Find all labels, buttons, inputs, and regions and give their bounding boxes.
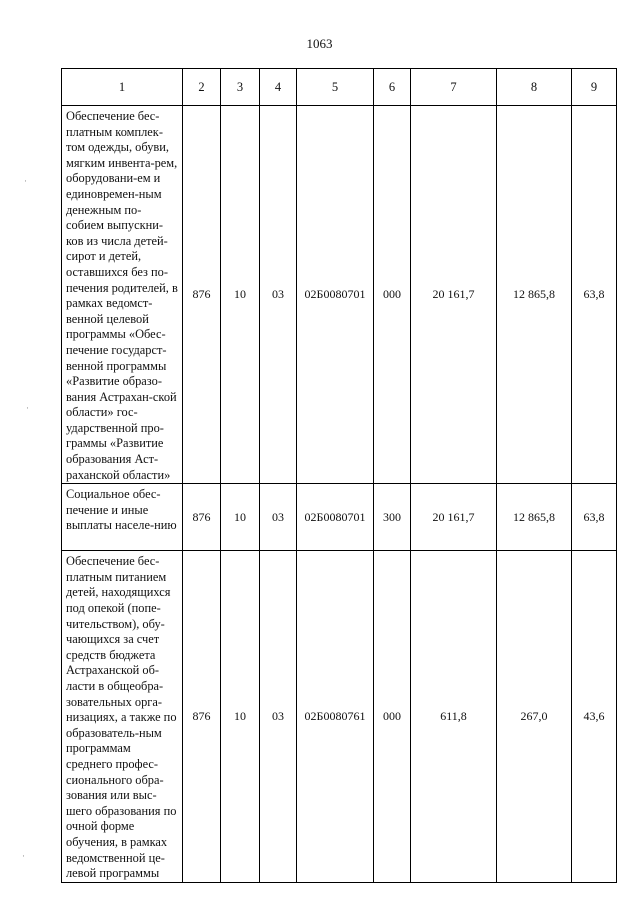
cell-c2: 876 — [183, 106, 221, 484]
cell-c9: 63,8 — [572, 106, 617, 484]
scan-speck: · — [24, 176, 27, 186]
budget-table — [61, 68, 617, 883]
cell-c5: 02Б0080761 — [297, 551, 374, 882]
column-header: 4 — [260, 69, 297, 106]
row-description: Обеспечение бес-платным питанием детей, находящихся под опекой (попе-чительством), обу-чающихся за счет средств бюджета Астраханской об-ласти в общеобра-зовательных орга-низациях, а также по образователь-ным программам среднего профес-сионального обра-зования или выс-шего образования по очной форме обучения, в рамках ведомственной це-левой программы — [62, 551, 183, 882]
cell-c7: 20 161,7 — [411, 484, 497, 551]
cell-c8: 12 865,8 — [497, 484, 572, 551]
page-number: 1063 — [306, 36, 333, 51]
column-header: 8 — [497, 69, 572, 106]
cell-c6: 000 — [374, 551, 411, 882]
column-header: 6 — [374, 69, 411, 106]
cell-c5: 02Б0080701 — [297, 106, 374, 484]
scan-speck: · — [22, 851, 25, 861]
column-header: 3 — [221, 69, 260, 106]
column-header: 5 — [297, 69, 374, 106]
cell-c4: 03 — [260, 106, 297, 484]
table-row — [62, 551, 617, 882]
cell-c9: 63,8 — [572, 484, 617, 551]
cell-c6: 300 — [374, 484, 411, 551]
cell-c8: 12 865,8 — [497, 106, 572, 484]
cell-c2: 876 — [183, 551, 221, 882]
row-description: Социальное обес-печение и иные выплаты населе-нию — [62, 484, 183, 551]
cell-c8: 267,0 — [497, 551, 572, 882]
cell-c3: 10 — [221, 484, 260, 551]
cell-c4: 03 — [260, 551, 297, 882]
cell-c7: 611,8 — [411, 551, 497, 882]
row-description: Обеспечение бес-платным комплек-том одежды, обуви, мягким инвента-рем, оборудовани-ем и единовремен-ным денежным по-собием выпускни-ков из числа детей-сирот и детей, оставшихся без по-печения родителей, в рамках ведомст-венной целевой программы «Обес-печение государст-венной программы «Развитие образо-вания Астрахан-ской области» гос-ударственной про-граммы «Развитие образования Аст-раханской области» — [62, 106, 183, 484]
column-header: 2 — [183, 69, 221, 106]
cell-c4: 03 — [260, 484, 297, 551]
scan-speck: · — [26, 403, 29, 413]
column-header: 1 — [62, 69, 183, 106]
cell-c7: 20 161,7 — [411, 106, 497, 484]
table-row — [62, 484, 617, 551]
column-header: 7 — [411, 69, 497, 106]
table-header-row — [62, 69, 617, 106]
cell-c3: 10 — [221, 551, 260, 882]
column-header: 9 — [572, 69, 617, 106]
cell-c2: 876 — [183, 484, 221, 551]
cell-c3: 10 — [221, 106, 260, 484]
cell-c5: 02Б0080701 — [297, 484, 374, 551]
cell-c6: 000 — [374, 106, 411, 484]
table-row — [62, 106, 617, 484]
cell-c9: 43,6 — [572, 551, 617, 882]
